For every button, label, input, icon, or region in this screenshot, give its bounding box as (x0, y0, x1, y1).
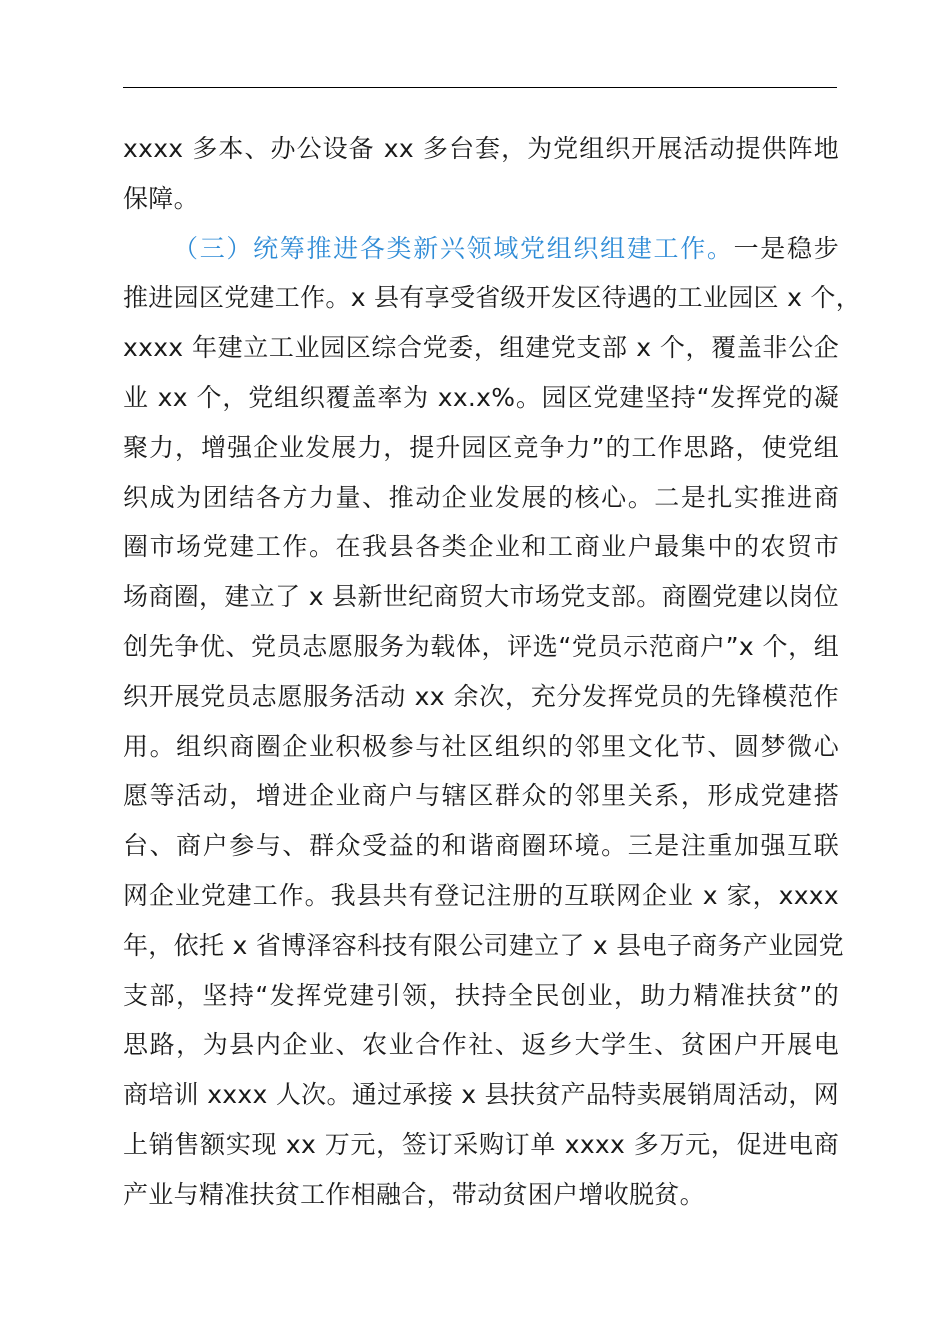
heading-line-rest: 一是稳步 (733, 233, 839, 263)
text-line: 织开展党员志愿服务活动 xx 余次，充分发挥党员的先锋模范作 (123, 681, 839, 711)
text-line: 上销售额实现 xx 万元，签订采购订单 xxxx 多万元，促进电商 (123, 1129, 839, 1159)
text-line: 网企业党建工作。我县共有登记注册的互联网企业 x 家，xxxx (123, 880, 839, 910)
header-rule (123, 87, 837, 88)
text-line (123, 224, 839, 274)
text-line: 产业与精准扶贫工作相融合，带动贫困户增收脱贫。 (123, 1179, 705, 1209)
text-line: 台、商户参与、群众受益的和谐商圈环境。三是注重加强互联 (123, 831, 839, 861)
text-line: 聚力，增强企业发展力，提升园区竞争力”的工作思路，使党组 (123, 432, 839, 462)
text-line: 年，依托 x 省博泽容科技有限公司建立了 x 县电子商务产业园党 (123, 930, 844, 960)
text-line: 圈市场党建工作。在我县各类企业和工商业户最集中的农贸市 (123, 532, 839, 562)
text-line: 推进园区党建工作。x 县有享受省级开发区待遇的工业园区 x 个， (123, 283, 862, 313)
text-line: xxxx 多本、办公设备 xx 多台套，为党组织开展活动提供阵地 (123, 134, 839, 163)
text-line: 支部，坚持“发挥党建引领，扶持全民创业，助力精准扶贫”的 (123, 980, 839, 1010)
text-line: 用。组织商圈企业积极参与社区组织的邻里文化节、圆梦微心 (123, 731, 839, 761)
text-line: 商培训 xxxx 人次。通过承接 x 县扶贫产品特卖展销周活动，网 (123, 1080, 839, 1110)
section-heading: （三）统筹推进各类新兴领域党组织组建工作。 (173, 233, 734, 263)
paragraph-2 (123, 224, 862, 1220)
text-line: 织成为团结各方力量、推动企业发展的核心。二是扎实推进商 (123, 482, 839, 512)
document-body (123, 124, 862, 1220)
paragraph-1 (123, 124, 839, 224)
text-line: 场商圈，建立了 x 县新世纪商贸大市场党支部。商圈党建以岗位 (123, 582, 839, 612)
text-line: 创先争优、党员志愿服务为载体，评选“党员示范商户”x 个，组 (123, 631, 839, 661)
text-line: 思路，为县内企业、农业合作社、返乡大学生、贫困户开展电 (123, 1030, 839, 1060)
text-line: 保障。 (123, 183, 199, 213)
text-line: xxxx 年建立工业园区综合党委，组建党支部 x 个，覆盖非公企 (123, 333, 839, 363)
text-line: 业 xx 个，党组织覆盖率为 xx.x%。园区党建坚持“发挥党的凝 (123, 382, 839, 412)
text-line: 愿等活动，增进企业商户与辖区群众的邻里关系，形成党建搭 (123, 781, 839, 811)
